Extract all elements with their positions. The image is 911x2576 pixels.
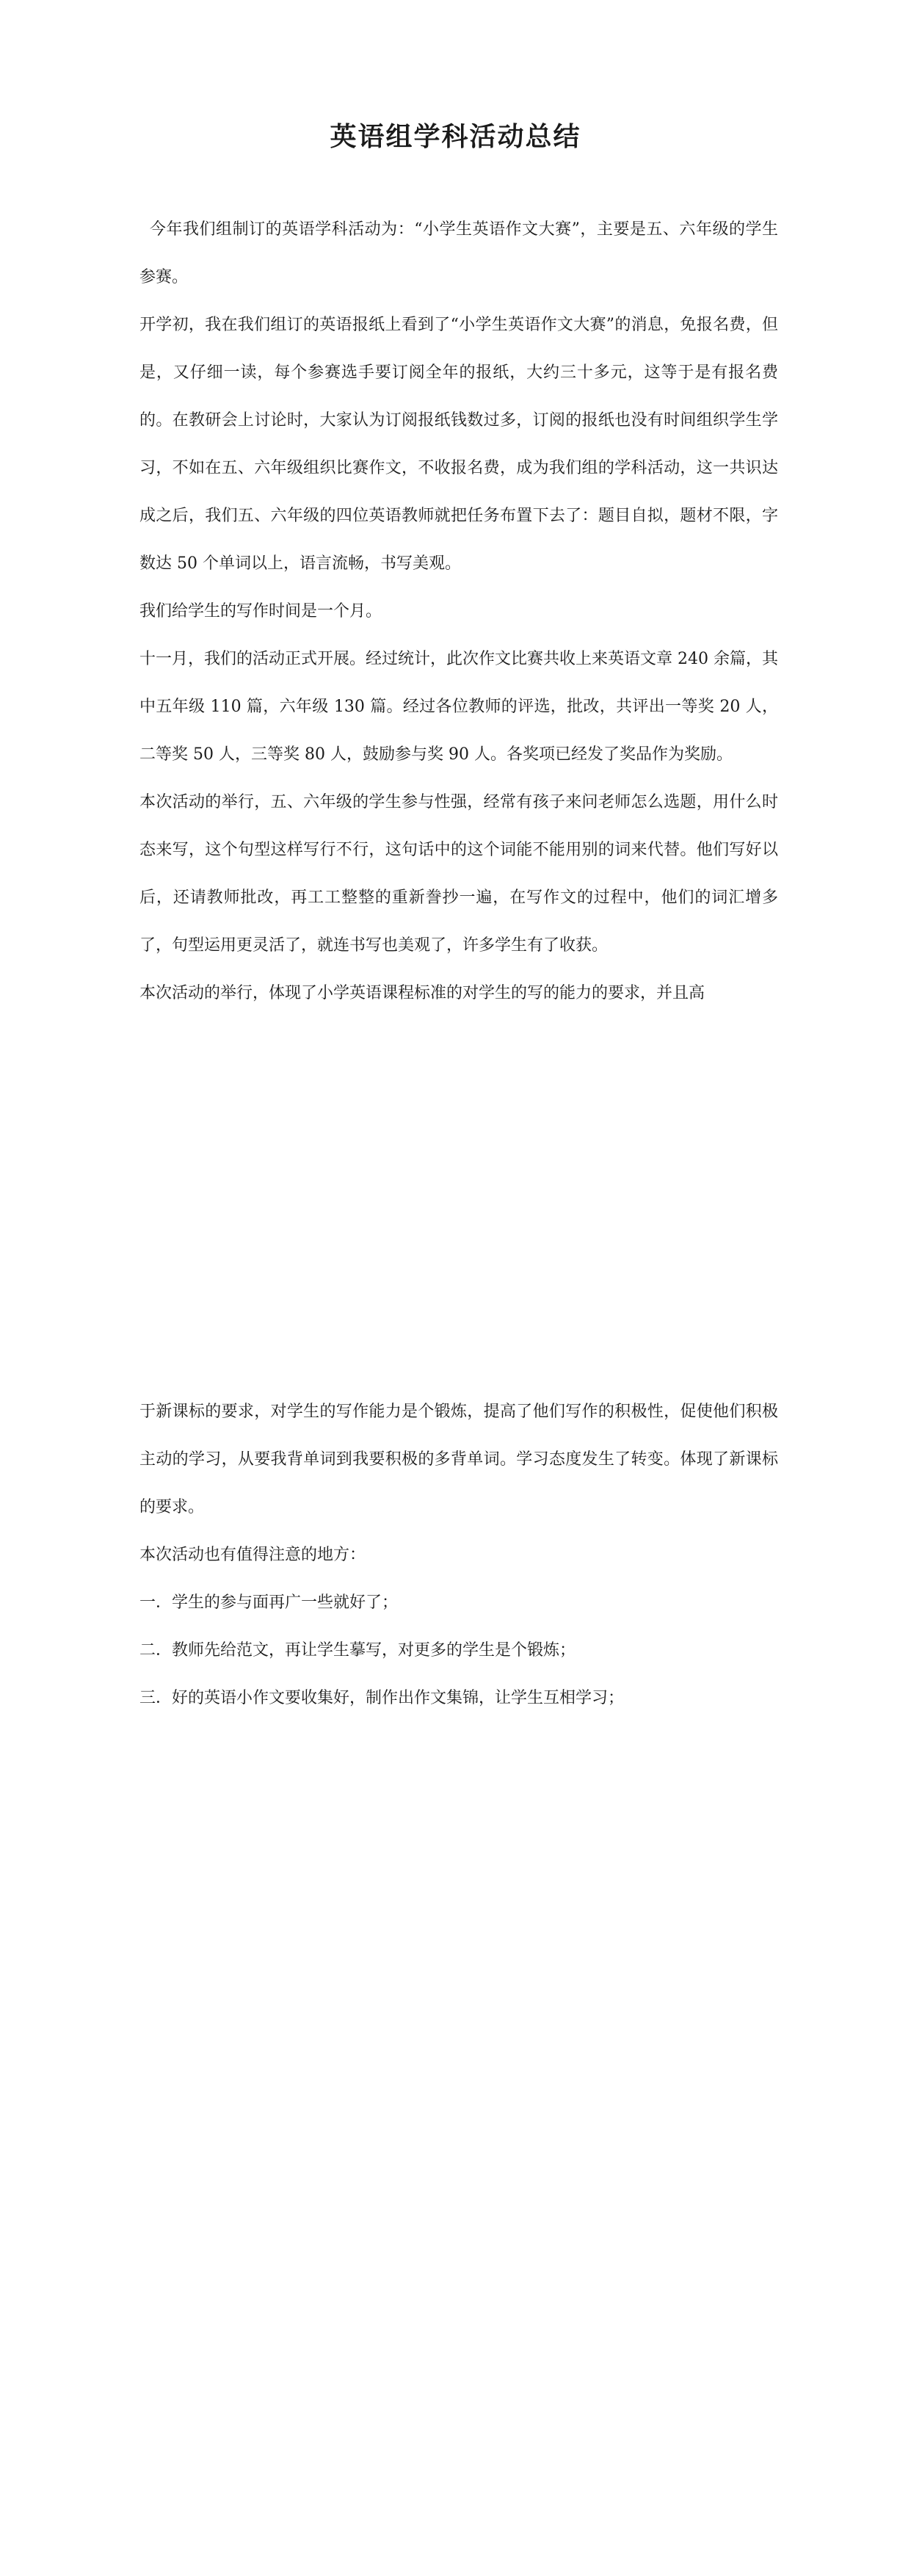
paragraph-results: 十一月，我们的活动正式开展。经过统计，此次作文比赛共收上来英语文章 240 余篇，其中五年级 110 篇，六年级 130 篇。经过各位教师的评选，批改，共评出一等奖 20 人，二等奖 50 人，三等奖 80 人，鼓励参与奖 90 人。各奖项已经发了奖品作为奖励。: [139, 650, 778, 764]
list-item-note-2: 二．教师先给范文，再让学生摹写，对更多的学生是个锻炼；: [139, 1641, 576, 1660]
paragraph-background: 开学初，我在我们组订的英语报纸上看到了“小学生英语作文大赛”的消息，免报名费，但是，又仔细一读，每个参赛选手要订阅全年的报纸，大约三十多元，这等于是有报名费的。在教研会上讨论时，大家认为订阅报纸钱数过多，订阅的报纸也没有时间组织学生学习，不如在五、六年级组织比赛作文，不收报名费，成为我们组的学科活动，这一共识达成之后，我们五、六年级的四位英语教师就把任务布置下去了：题目自拟，题材不限，字数达 50 个单词以上，语言流畅，书写美观。: [139, 316, 778, 573]
list-item-note-3: 三．好的英语小作文要收集好，制作出作文集锦，让学生互相学习；: [139, 1689, 625, 1707]
paragraph-writing-time: 我们给学生的写作时间是一个月。: [139, 602, 382, 621]
paragraph-notes-heading: 本次活动也有值得注意的地方：: [139, 1546, 366, 1564]
document-title: 英语组学科活动总结: [330, 121, 581, 152]
paragraph-standards: 本次活动的举行，体现了小学英语课程标准的对学生的写的能力的要求，并且高: [139, 984, 705, 1002]
body-text-section-1: [139, 206, 778, 1017]
paragraph-standards-continued: 于新课标的要求，对学生的写作能力是个锻炼，提高了他们写作的积极性，促使他们积极主动的学习，从要我背单词到我要积极的多背单词。学习态度发生了转变。体现了新课标的要求。: [139, 1403, 778, 1516]
list-item-note-1: 一．学生的参与面再广一些就好了；: [139, 1593, 399, 1612]
paragraph-intro: 今年我们组制订的英语学科活动为：“小学生英语作文大赛”，主要是五、六年级的学生参赛。: [139, 220, 778, 286]
body-text-section-2: [139, 1388, 778, 1722]
paragraph-participation: 本次活动的举行，五、六年级的学生参与性强，经常有孩子来问老师怎么选题，用什么时态来写，这个句型这样写行不行，这句话中的这个词能不能用别的词来代替。他们写好以后，还请教师批改，再工工整整的重新誊抄一遍，在写作文的过程中，他们的词汇增多了，句型运用更灵活了，就连书写也美观了，许多学生有了收获。: [139, 793, 778, 955]
